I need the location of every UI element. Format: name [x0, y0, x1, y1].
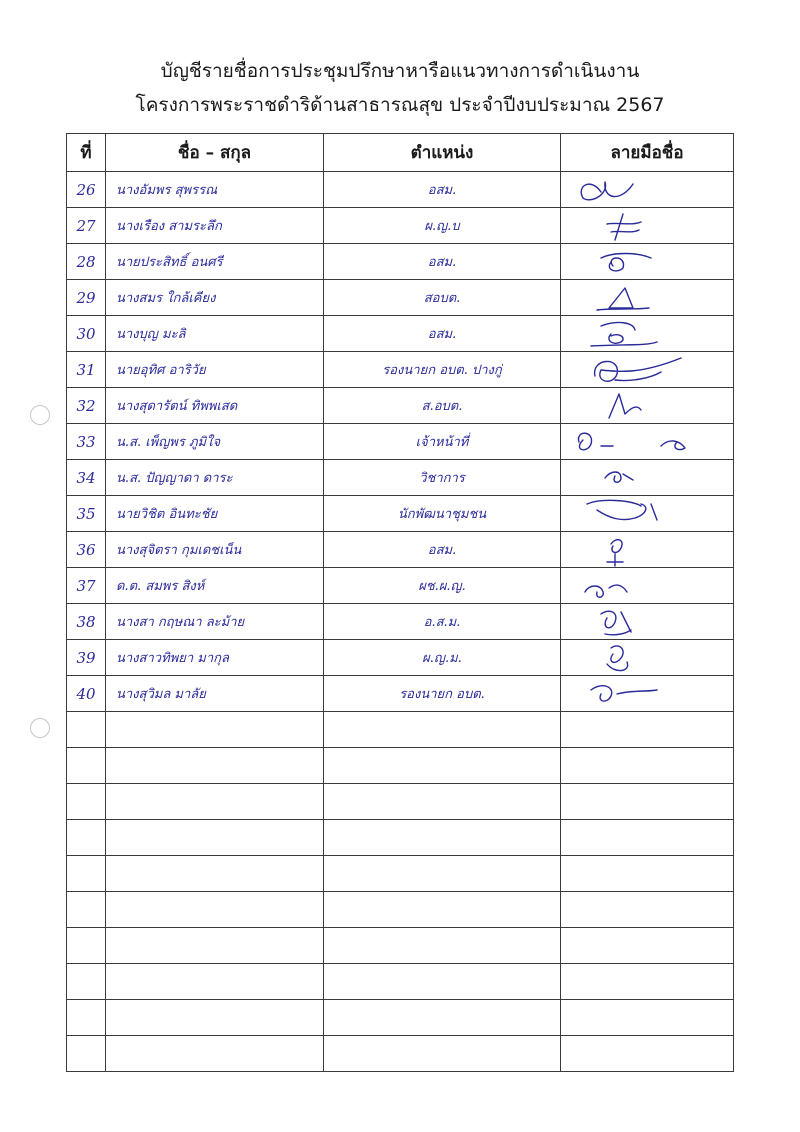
row-number	[67, 784, 106, 820]
signature-stroke	[607, 646, 628, 671]
row-number: 31	[67, 352, 106, 388]
row-name: นางเรือง สามระลึก	[106, 208, 324, 244]
table-row	[67, 928, 734, 964]
row-signature	[561, 676, 734, 712]
row-position	[324, 748, 561, 784]
handwritten-signature	[561, 280, 734, 315]
row-name: นางอัมพร สุพรรณ	[106, 172, 324, 208]
row-name: น.ส. เพ็ญพร ภูมิใจ	[106, 424, 324, 460]
row-number	[67, 928, 106, 964]
table-row	[67, 784, 734, 820]
column-header-signature: ลายมือชื่อ	[561, 134, 734, 172]
column-header-position: ตำแหน่ง	[324, 134, 561, 172]
row-signature	[561, 280, 734, 316]
row-number: 33	[67, 424, 106, 460]
row-number: 30	[67, 316, 106, 352]
table-row	[67, 640, 734, 676]
handwritten-signature	[561, 172, 734, 207]
row-name: นางสมร ใกล้เคียง	[106, 280, 324, 316]
table-row	[67, 208, 734, 244]
row-signature	[561, 352, 734, 388]
row-signature	[561, 532, 734, 568]
signature-stroke	[587, 500, 657, 520]
table-row	[67, 244, 734, 280]
table-header-row	[67, 134, 734, 172]
table-row	[67, 820, 734, 856]
signature-stroke	[581, 182, 633, 200]
handwritten-signature	[561, 244, 734, 279]
table-row	[67, 388, 734, 424]
table-row	[67, 856, 734, 892]
signature-stroke	[605, 472, 633, 482]
row-position	[324, 892, 561, 928]
row-signature	[561, 892, 734, 928]
row-signature	[561, 964, 734, 1000]
table-row	[67, 676, 734, 712]
row-position	[324, 1036, 561, 1072]
row-name: ด.ต. สมพร สิงห์	[106, 568, 324, 604]
row-name: น.ส. ปัญญาดา ดาระ	[106, 460, 324, 496]
row-position: รองนายก อบต. ปางกู่	[324, 352, 561, 388]
row-number	[67, 748, 106, 784]
row-name: นางสุวิมล มาลัย	[106, 676, 324, 712]
row-number: 40	[67, 676, 106, 712]
handwritten-signature	[561, 532, 734, 567]
row-signature	[561, 784, 734, 820]
handwritten-signature	[561, 604, 734, 639]
table-row	[67, 424, 734, 460]
table-row	[67, 280, 734, 316]
row-signature	[561, 388, 734, 424]
row-signature	[561, 604, 734, 640]
table-row	[67, 964, 734, 1000]
row-position: อ.ส.ม.	[324, 604, 561, 640]
signature-stroke	[597, 288, 649, 310]
handwritten-signature	[561, 424, 734, 459]
row-signature	[561, 1000, 734, 1036]
row-name: นางสุดารัตน์ ทิพพเสด	[106, 388, 324, 424]
row-number: 34	[67, 460, 106, 496]
document-title-line-2: โครงการพระราชดำริด้านสาธารณสุข ประจำปีงบประมาณ 2567	[135, 94, 665, 116]
row-number: 27	[67, 208, 106, 244]
table-row	[67, 1036, 734, 1072]
row-name: นายประสิทธิ์ อนศรี	[106, 244, 324, 280]
row-name	[106, 820, 324, 856]
row-number	[67, 892, 106, 928]
row-position: อสม.	[324, 532, 561, 568]
row-position: เจ้าหน้าที่	[324, 424, 561, 460]
table-row	[67, 604, 734, 640]
document-title-line-1: บัญชีรายชื่อการประชุมปรึกษาหารือแนวทางการดำเนินงาน	[160, 60, 640, 82]
signature-stroke	[591, 686, 657, 701]
row-number	[67, 856, 106, 892]
row-name: นางสาวทิพยา มากุล	[106, 640, 324, 676]
handwritten-signature	[561, 676, 734, 711]
table-row	[67, 460, 734, 496]
signature-stroke	[601, 611, 631, 635]
row-name	[106, 1036, 324, 1072]
row-name: นายวิชิต อินทะชัย	[106, 496, 324, 532]
table-row	[67, 712, 734, 748]
row-name	[106, 928, 324, 964]
row-position: อสม.	[324, 244, 561, 280]
row-number: 37	[67, 568, 106, 604]
row-signature	[561, 496, 734, 532]
row-number: 36	[67, 532, 106, 568]
row-name	[106, 892, 324, 928]
attendance-table	[66, 133, 734, 1072]
row-signature	[561, 208, 734, 244]
punch-hole-bottom	[30, 718, 50, 738]
handwritten-signature	[561, 316, 734, 351]
table-row	[67, 316, 734, 352]
row-name	[106, 748, 324, 784]
row-position	[324, 964, 561, 1000]
row-name	[106, 856, 324, 892]
row-position	[324, 856, 561, 892]
row-position	[324, 712, 561, 748]
row-number: 28	[67, 244, 106, 280]
signature-stroke	[595, 358, 681, 381]
signature-stroke	[578, 433, 685, 450]
row-signature	[561, 820, 734, 856]
handwritten-signature	[561, 388, 734, 423]
row-signature	[561, 424, 734, 460]
column-header-number: ที่	[67, 134, 106, 172]
handwritten-signature	[561, 352, 734, 387]
signature-stroke	[585, 585, 627, 597]
handwritten-signature	[561, 460, 734, 495]
row-position: วิชาการ	[324, 460, 561, 496]
row-position: ผ.ญ.บ	[324, 208, 561, 244]
column-header-name: ชื่อ – สกุล	[106, 134, 324, 172]
row-number: 29	[67, 280, 106, 316]
row-position: อสม.	[324, 172, 561, 208]
row-signature	[561, 172, 734, 208]
handwritten-signature	[561, 496, 734, 531]
row-number	[67, 964, 106, 1000]
signature-stroke	[601, 254, 651, 271]
handwritten-signature	[561, 208, 734, 243]
row-position	[324, 1000, 561, 1036]
row-signature	[561, 460, 734, 496]
row-number: 35	[67, 496, 106, 532]
row-position: ส.อบต.	[324, 388, 561, 424]
row-signature	[561, 568, 734, 604]
handwritten-signature	[561, 568, 734, 603]
table-row	[67, 1000, 734, 1036]
row-name	[106, 1000, 324, 1036]
row-position	[324, 928, 561, 964]
row-position	[324, 784, 561, 820]
table-row	[67, 352, 734, 388]
table-row	[67, 532, 734, 568]
row-number: 26	[67, 172, 106, 208]
row-number: 38	[67, 604, 106, 640]
signature-stroke	[607, 540, 623, 566]
row-position: อสม.	[324, 316, 561, 352]
punch-hole-top	[30, 405, 50, 425]
table-row	[67, 892, 734, 928]
row-name	[106, 784, 324, 820]
row-number	[67, 820, 106, 856]
handwritten-signature	[561, 640, 734, 675]
row-name	[106, 712, 324, 748]
row-number	[67, 1000, 106, 1036]
row-number: 32	[67, 388, 106, 424]
row-signature	[561, 1036, 734, 1072]
row-signature	[561, 712, 734, 748]
row-signature	[561, 316, 734, 352]
signature-stroke	[591, 323, 657, 346]
signature-stroke	[607, 214, 641, 240]
row-name: นางสา กฤษณา ละม้าย	[106, 604, 324, 640]
row-position: สอบต.	[324, 280, 561, 316]
signature-stroke	[609, 394, 641, 418]
row-position: นักพัฒนาชุมชน	[324, 496, 561, 532]
row-signature	[561, 928, 734, 964]
row-position: ผช.ผ.ญ.	[324, 568, 561, 604]
row-signature	[561, 244, 734, 280]
row-number	[67, 1036, 106, 1072]
row-position: ผ.ญ.ม.	[324, 640, 561, 676]
row-name: นายอุทิศ อาริวัย	[106, 352, 324, 388]
row-name	[106, 964, 324, 1000]
row-signature	[561, 748, 734, 784]
table-row	[67, 748, 734, 784]
row-number	[67, 712, 106, 748]
table-row	[67, 496, 734, 532]
row-position	[324, 820, 561, 856]
row-position: รองนายก อบต.	[324, 676, 561, 712]
row-signature	[561, 856, 734, 892]
row-signature	[561, 640, 734, 676]
row-number: 39	[67, 640, 106, 676]
table-row	[67, 172, 734, 208]
table-row	[67, 568, 734, 604]
row-name: นางสุจิตรา กุมเดชเน็น	[106, 532, 324, 568]
row-name: นางบุญ มะลิ	[106, 316, 324, 352]
